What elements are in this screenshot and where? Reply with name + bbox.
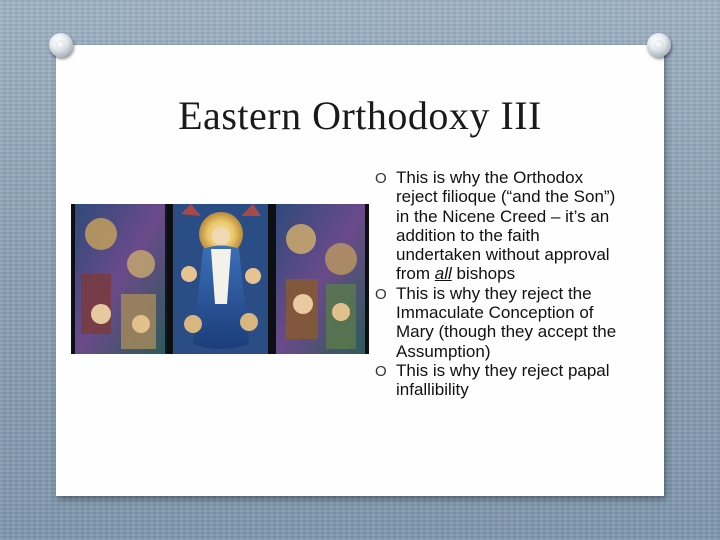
pushpin-icon [49,33,73,57]
bullet-text-part: bishops [451,264,516,284]
slide-title: Eastern Orthodoxy III [178,93,542,138]
stained-glass-illustration [71,204,369,354]
bullet-item [373,361,623,400]
bullet-marker: O [375,285,387,303]
bullet-emphasis: all [434,264,452,284]
bullet-marker: O [375,170,387,187]
bullet-text: This is why they reject the Immaculate Conception of Mary (though they accept the Assumption) [396,283,617,361]
bullet-list [373,168,623,400]
bullet-text: This is why they reject papal infallibility [396,360,610,400]
bullet-item [373,168,623,284]
bullet-text-part: This is why the Orthodox reject filioque (“and the Son”) in the Nicene Creed – it’s an addition to the faith undertaken without approval from [396,168,616,284]
bullet-marker: O [375,362,387,380]
stained-glass-image [71,204,369,354]
pushpin-icon [647,33,671,57]
bullet-item [373,284,623,361]
